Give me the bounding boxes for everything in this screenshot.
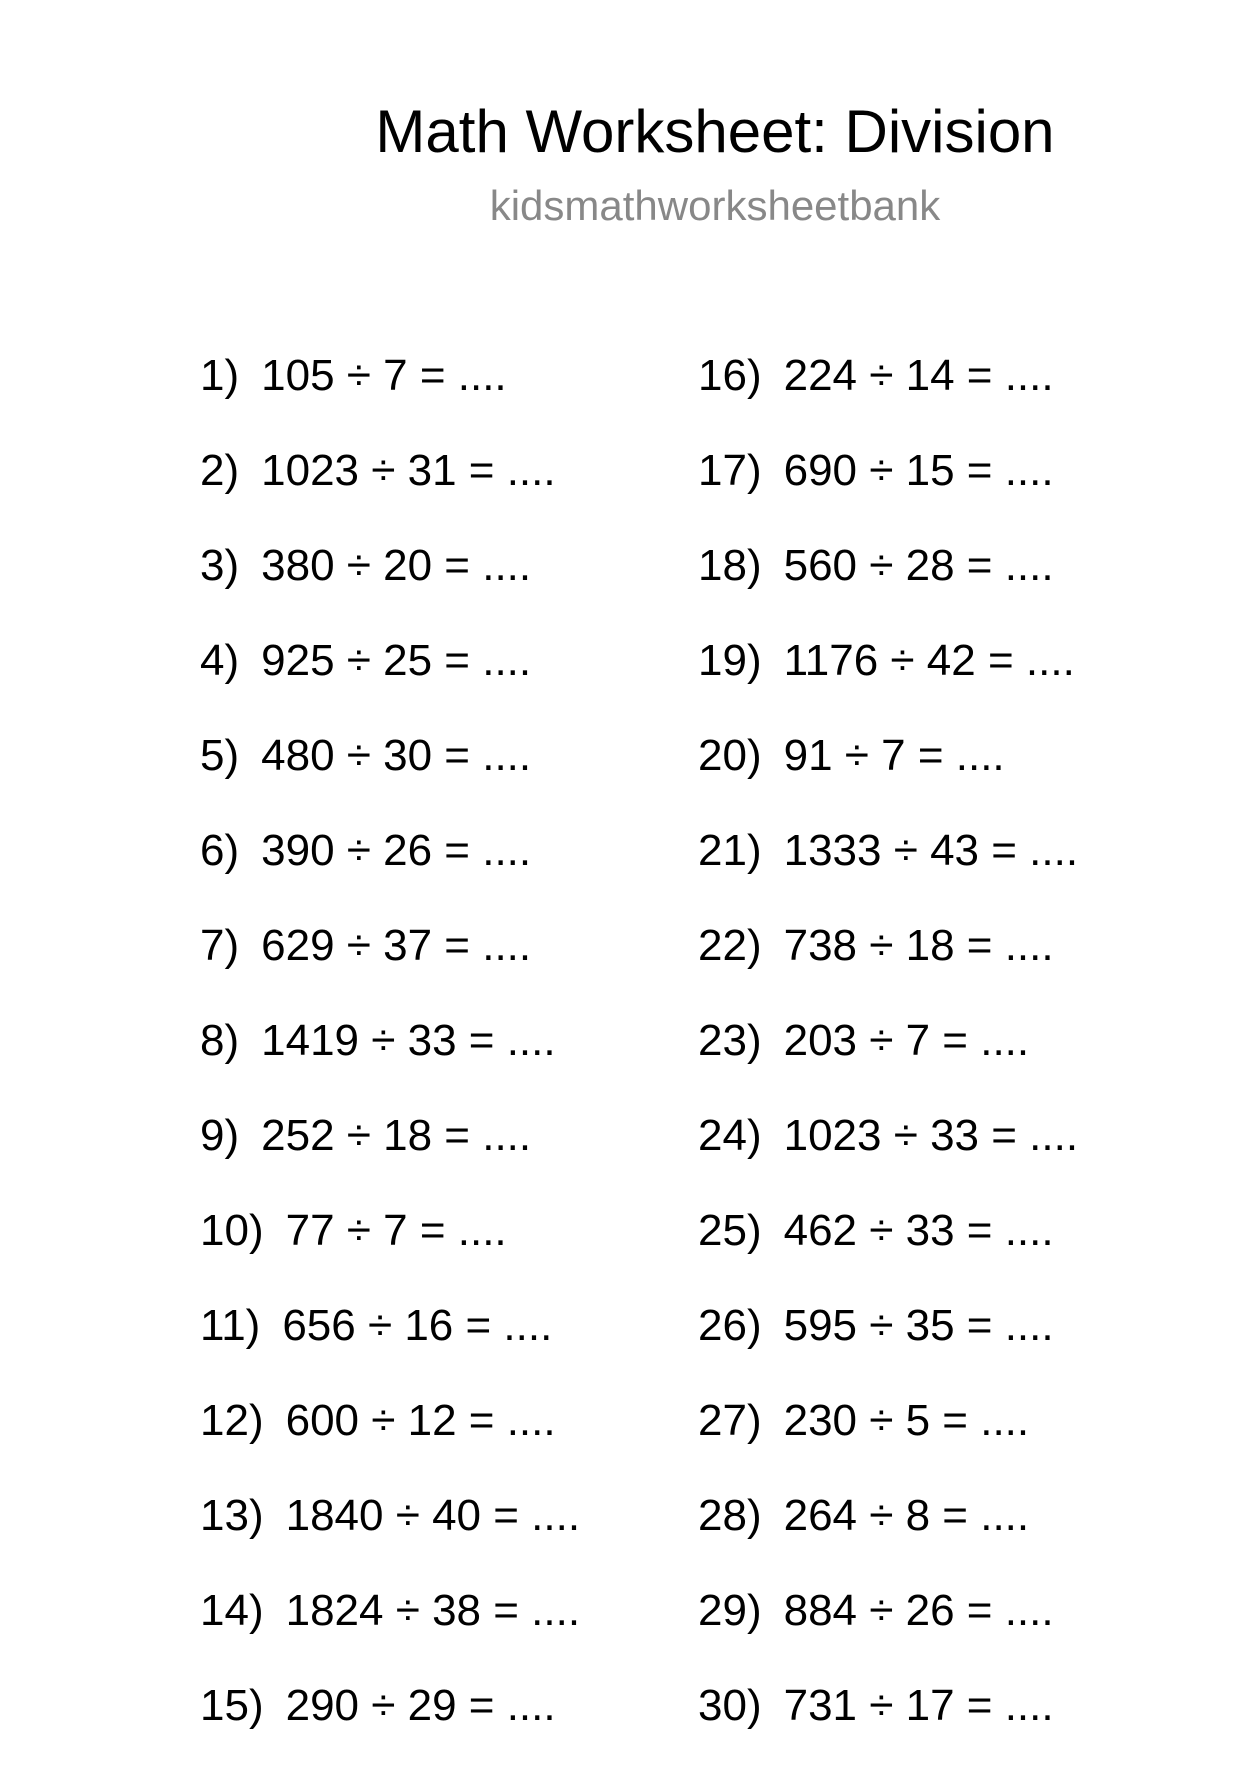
problem-number: 24) [698,1111,762,1160]
problem-item [698,1393,1198,1488]
problem-number: 29) [698,1586,762,1635]
problem-expression: 252 ÷ 18 = .... [261,1111,532,1160]
problem-expression: 1840 ÷ 40 = .... [285,1491,581,1540]
problem-number: 27) [698,1396,762,1445]
problem-item [200,1488,680,1583]
problem-expression: 690 ÷ 15 = .... [783,446,1054,495]
problem-number: 3) [200,541,240,590]
problem-number: 28) [698,1491,762,1540]
problem-item [200,633,680,728]
problem-item [200,1108,680,1203]
problem-item [698,348,1198,443]
problem-number: 13) [200,1491,264,1540]
problem-number: 6) [200,826,240,875]
problem-expression: 1023 ÷ 33 = .... [783,1111,1079,1160]
problem-number: 14) [200,1586,264,1635]
problem-item [200,348,680,443]
problem-expression: 380 ÷ 20 = .... [261,541,532,590]
problem-item [200,1393,680,1488]
problem-expression: 1419 ÷ 33 = .... [261,1016,556,1065]
problem-expression: 731 ÷ 17 = .... [783,1681,1054,1730]
problem-expression: 91 ÷ 7 = .... [783,731,1005,780]
problem-number: 1) [200,351,240,400]
problem-item [698,443,1198,538]
problem-expression: 738 ÷ 18 = .... [783,921,1054,970]
problem-expression: 224 ÷ 14 = .... [783,351,1054,400]
problem-item [698,1678,1198,1773]
problem-number: 25) [698,1206,762,1255]
problem-expression: 1333 ÷ 43 = .... [783,826,1079,875]
problem-item [200,443,680,538]
problem-number: 22) [698,921,762,970]
problem-item [698,1583,1198,1678]
problem-expression: 925 ÷ 25 = .... [261,636,532,685]
problem-expression: 105 ÷ 7 = .... [261,351,507,400]
problem-expression: 1824 ÷ 38 = .... [285,1586,581,1635]
problem-item [200,918,680,1013]
problem-expression: 480 ÷ 30 = .... [261,731,532,780]
problem-number: 15) [200,1681,264,1730]
problem-expression: 230 ÷ 5 = .... [783,1396,1030,1445]
problem-item [698,1108,1198,1203]
problem-number: 16) [698,351,762,400]
problem-item [200,1203,680,1298]
problem-number: 30) [698,1681,762,1730]
problem-expression: 290 ÷ 29 = .... [285,1681,556,1730]
worksheet-title: Math Worksheet: Division [375,98,1055,165]
worksheet-subtitle: kidsmathworksheetbank [489,182,941,229]
problem-expression: 462 ÷ 33 = .... [783,1206,1054,1255]
problem-number: 4) [200,636,240,685]
problem-item [698,538,1198,633]
problem-expression: 560 ÷ 28 = .... [783,541,1054,590]
problem-number: 26) [698,1301,762,1350]
problem-expression: 1176 ÷ 42 = .... [783,636,1075,685]
problem-item [200,538,680,633]
problem-expression: 390 ÷ 26 = .... [261,826,532,875]
problem-number: 5) [200,731,240,780]
problem-number: 8) [200,1016,240,1065]
problem-number: 9) [200,1111,240,1160]
problem-item [200,728,680,823]
problem-number: 2) [200,446,240,495]
problem-item [200,823,680,918]
problem-number: 21) [698,826,762,875]
problem-column-right [698,348,1198,1773]
problem-item [200,1013,680,1108]
problem-expression: 595 ÷ 35 = .... [783,1301,1054,1350]
problem-expression: 600 ÷ 12 = .... [285,1396,556,1445]
problem-number: 10) [200,1206,264,1255]
problem-number: 7) [200,921,240,970]
problem-item [698,728,1198,823]
problem-expression: 629 ÷ 37 = .... [261,921,532,970]
problem-number: 17) [698,446,762,495]
problem-item [698,633,1198,728]
problem-item [200,1678,680,1773]
problem-number: 19) [698,636,762,685]
problem-expression: 656 ÷ 16 = .... [282,1301,553,1350]
problem-item [698,918,1198,1013]
problem-item [698,1013,1198,1108]
problem-expression: 884 ÷ 26 = .... [783,1586,1054,1635]
problem-expression: 264 ÷ 8 = .... [783,1491,1030,1540]
problem-column-left [200,348,680,1773]
problem-number: 12) [200,1396,264,1445]
problem-number: 18) [698,541,762,590]
problem-number: 11) [200,1301,261,1350]
problem-item [698,823,1198,918]
problem-expression: 203 ÷ 7 = .... [783,1016,1030,1065]
problem-item [698,1488,1198,1583]
problem-item [200,1583,680,1678]
problem-item [698,1203,1198,1298]
problem-item [698,1298,1198,1393]
problem-expression: 77 ÷ 7 = .... [285,1206,507,1255]
problem-expression: 1023 ÷ 31 = .... [261,446,556,495]
problem-number: 20) [698,731,762,780]
problem-number: 23) [698,1016,762,1065]
problem-item [200,1298,680,1393]
